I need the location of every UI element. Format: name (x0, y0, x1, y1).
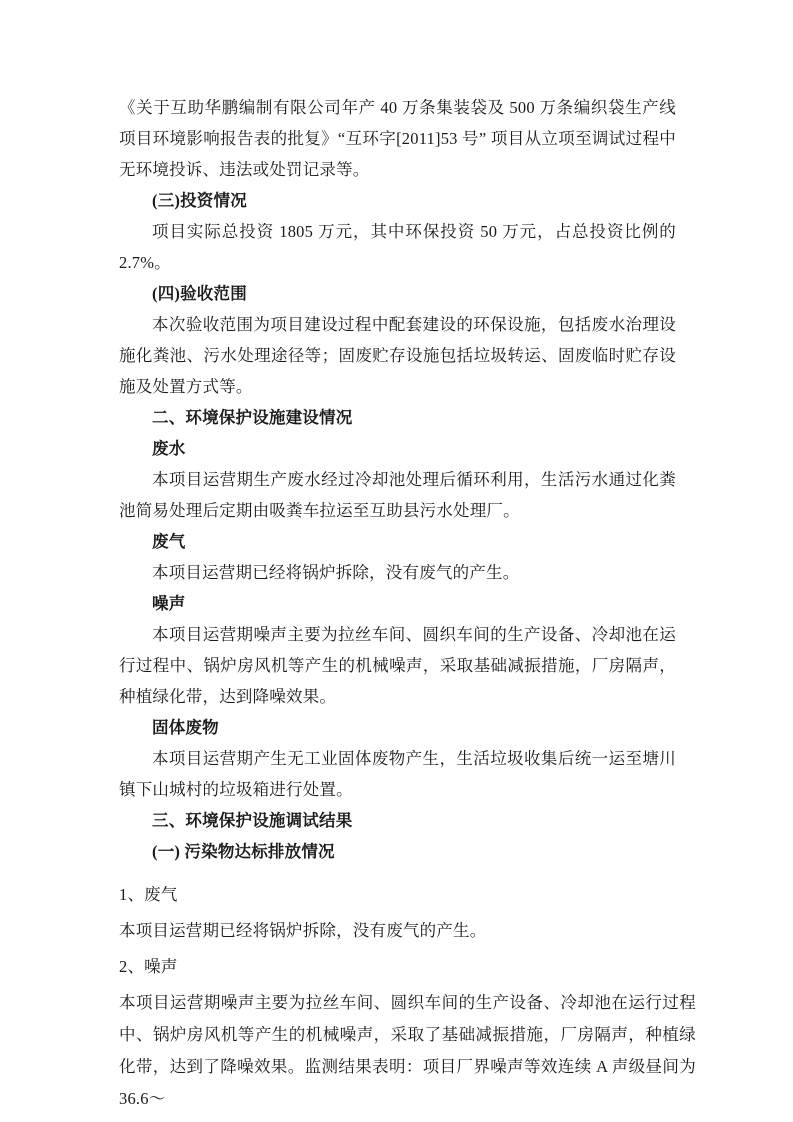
list-item-2-noise: 2、噪声 (119, 957, 178, 976)
paragraph-approval-record-continued: 《关于互助华鹏编制有限公司年产 40 万条集装袋及 500 万条编织袋生产线项目环境影响报告表的批复》“互环字[2011]53 号” 项目从立项至调试过程中无环境投诉、违法或处罚记录等。 (119, 98, 676, 179)
heading-section2-env-facilities-construction: 二、环境保护设施建设情况 (152, 408, 353, 427)
heading-section3-debug-results: 三、环境保护设施调试结果 (152, 811, 353, 830)
heading-pollutant-discharge-compliance: (一) 污染物达标排放情况 (152, 842, 335, 861)
heading-investment-situation: (三)投资情况 (152, 191, 247, 210)
paragraph-waste-gas: 本项目运营期已经将锅炉拆除，没有废气的产生。 (152, 563, 520, 582)
heading-acceptance-scope: (四)验收范围 (152, 284, 247, 303)
paragraph-investment-amounts: 项目实际总投资 1805 万元，其中环保投资 50 万元，占总投资比例的 2.7%。 (119, 222, 676, 272)
heading-solid-waste: 固体废物 (152, 718, 219, 737)
paragraph-wastewater-treatment: 本项目运营期生产废水经过冷却池处理后循环利用，生活污水通过化粪池简易处理后定期由吸粪车拉运至互助县污水处理厂。 (119, 470, 676, 520)
heading-waste-gas: 废气 (152, 532, 186, 551)
paragraph-noise-measures: 本项目运营期噪声主要为拉丝车间、圆织车间的生产设备、冷却池在运行过程中、锅炉房风机等产生的机械噪声，采取基础减振措施，厂房隔声，种植绿化带，达到降噪效果。 (119, 625, 676, 706)
heading-noise: 噪声 (152, 594, 186, 613)
heading-wastewater: 废水 (152, 439, 186, 458)
paragraph-waste-gas-result: 本项目运营期已经将锅炉拆除，没有废气的产生。 (119, 921, 487, 940)
compliance-results-section (119, 879, 696, 1115)
paragraph-solid-waste-disposal: 本项目运营期产生无工业固体废物产生，生活垃圾收集后统一运至塘川镇下山城村的垃圾箱进行处置。 (119, 749, 676, 799)
paragraph-acceptance-scope: 本次验收范围为项目建设过程中配套建设的环保设施，包括废水治理设施化粪池、污水处理途径等；固废贮存设施包括垃圾转运、固废临时贮存设施及处置方式等。 (119, 315, 676, 396)
document-body (119, 92, 696, 1119)
list-item-1-waste-gas: 1、废气 (119, 885, 178, 904)
paragraph-noise-result: 本项目运营期噪声主要为拉丝车间、圆织车间的生产设备、冷却池在运行过程中、锅炉房风机等产生的机械噪声，采取了基础减振措施，厂房隔声，种植绿化带，达到了降噪效果。监测结果表明：项目厂界噪声等效连续 A 声级昼间为 36.6～ (119, 993, 696, 1108)
